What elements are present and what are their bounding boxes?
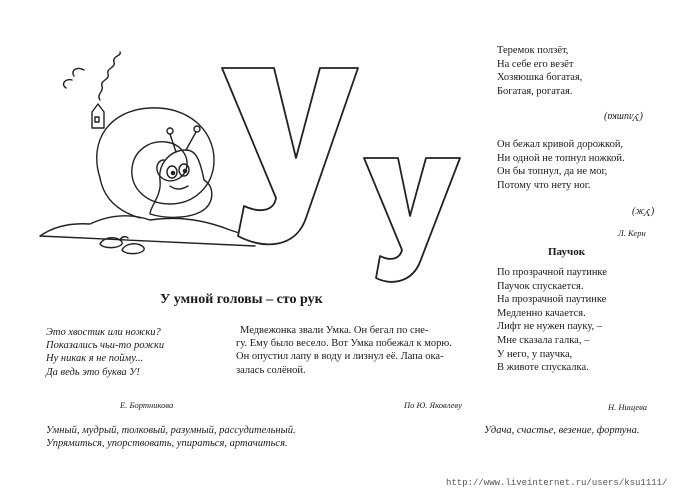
small-letter-u: [364, 158, 460, 282]
letter-poem: [46, 326, 164, 379]
word-list-line: Умный, мудрый, толковый, разумный, рассудительный.: [46, 425, 296, 436]
poem-line: У него, у паучка,: [497, 348, 573, 360]
story-line: гу. Ему было весело. Вот Умка побежал к морю.: [236, 338, 452, 350]
riddle-line: Потому что нету ног.: [497, 179, 591, 191]
poem-line: Показались чьи-то рожки: [46, 340, 165, 352]
chimney: [92, 104, 104, 128]
riddle-line: Хозяюшка богатая,: [497, 72, 583, 84]
poem-line: Это хвостик или ножки?: [46, 327, 161, 338]
poem-line: Лифт не нужен пауку, –: [497, 321, 603, 333]
snail-antennae: [170, 132, 196, 152]
riddle-line: Он бы топнул, да не мог,: [497, 166, 608, 178]
word-list-right: Удача, счастье, везение, фортуна.: [484, 425, 640, 436]
poem-line: В животе спускалка.: [497, 362, 589, 374]
story-text: [236, 324, 452, 377]
riddle-line: Он бежал кривой дорожкой,: [497, 139, 624, 150]
poem-line: Ну никак я не пойму...: [46, 353, 144, 365]
poem-line: Паучок спускается.: [497, 280, 584, 292]
spider-poem: [497, 266, 607, 375]
riddle-line: Ни одной не топнул ножкой.: [497, 152, 625, 164]
word-list: [46, 424, 296, 450]
big-letter-u: [222, 68, 358, 244]
poem-line: Медленно качается.: [497, 307, 586, 319]
poem-author: Е. Бортникова: [120, 400, 174, 410]
riddle-line: На себе его везёт: [497, 58, 574, 70]
riddle-author: Л. Керн: [618, 228, 646, 238]
poem-author: Н. Нищева: [608, 402, 648, 412]
riddle-line: Богатая, рогатая.: [497, 85, 573, 97]
story-line: залась солёной.: [236, 364, 306, 376]
riddle-snail: [497, 44, 582, 98]
poem-title: Паучок: [548, 246, 586, 258]
poem-line: На прозрачной паутинке: [497, 294, 607, 306]
poem-line: По прозрачной паутинке: [497, 267, 607, 278]
story-author: По Ю. Яковлеву: [404, 400, 462, 410]
ground-line: [40, 216, 260, 246]
watermark: http://www.liveinternet.ru/users/ksu1111/: [446, 478, 668, 488]
word-list-line: Упрямиться, упорствовать, упираться, артачиться.: [46, 438, 288, 450]
riddle-snake: [497, 138, 625, 192]
poem-line: Да ведь это буква У!: [46, 366, 140, 378]
story-line: Он опустил лапу в воду и лизнул её. Лапа ока-: [236, 351, 444, 363]
smoke: [99, 52, 120, 100]
story-line: Медвежонка звали Умка. Он бегал по сне-: [240, 325, 429, 336]
poem-line: Мне сказала галка, –: [497, 334, 590, 346]
snail-body: [150, 150, 212, 217]
riddle-line: Теремок ползёт,: [497, 45, 569, 56]
proverb-heading: У умной головы – сто рук: [160, 292, 323, 307]
riddle-answer-inverted: (Улитка): [604, 111, 643, 122]
riddle-answer-inverted: (Уж): [632, 206, 655, 217]
